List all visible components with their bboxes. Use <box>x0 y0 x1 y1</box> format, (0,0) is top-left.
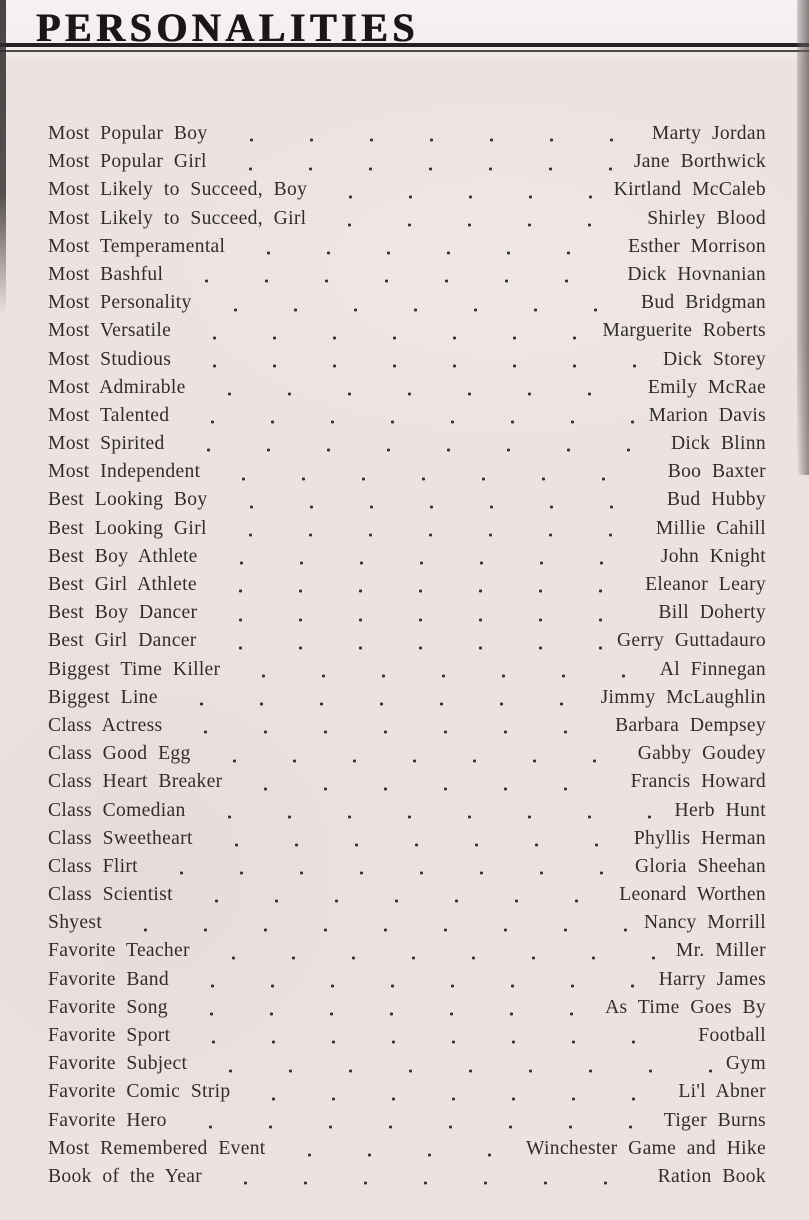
dot-leader <box>174 684 587 712</box>
dot-leader <box>241 233 614 261</box>
dot-leader <box>187 317 588 345</box>
dot-leader <box>322 205 633 233</box>
winner-name: Gloria Sheehan <box>634 855 766 877</box>
dot-leader <box>282 1135 512 1163</box>
list-item <box>48 966 766 994</box>
superlative-label: Biggest Line <box>48 686 158 708</box>
scan-edge-right <box>797 0 809 475</box>
superlative-label: Most Popular Boy <box>48 123 208 144</box>
dot-leader <box>213 599 644 627</box>
dot-leader <box>189 881 605 909</box>
dot-leader <box>179 261 613 289</box>
superlative-label: Most Spirited <box>48 433 165 455</box>
winner-name: Eleanor Leary <box>645 574 766 595</box>
list-item <box>48 317 766 345</box>
list-item <box>48 937 766 965</box>
winner-name: Gabby Goudey <box>637 743 766 765</box>
superlative-label: Favorite Band <box>48 968 169 990</box>
winner-name: Jimmy McLaughlin <box>600 686 766 708</box>
winner-name: Dick Hovnanian <box>627 263 766 285</box>
superlative-label: Class Flirt <box>48 855 138 877</box>
list-item <box>48 881 766 909</box>
superlative-label: Shyest <box>48 912 103 934</box>
superlative-label: Favorite Song <box>48 996 168 1018</box>
dot-leader <box>224 120 638 148</box>
dot-leader <box>213 571 631 599</box>
superlative-label: Most Popular Girl <box>48 151 207 173</box>
superlative-label: Class Comedian <box>48 799 186 821</box>
dot-leader <box>323 176 599 204</box>
superlative-label: Best Girl Athlete <box>48 574 197 595</box>
superlative-label: Best Boy Athlete <box>48 545 198 567</box>
winner-name: Barbara Dempsey <box>615 714 766 736</box>
dot-leader <box>246 1078 664 1106</box>
double-rule-divider <box>0 43 809 52</box>
list-item <box>48 656 766 684</box>
list-item <box>48 402 766 430</box>
list-item <box>48 684 766 712</box>
superlative-label: Class Scientist <box>48 884 173 906</box>
list-item <box>48 599 766 627</box>
superlative-label: Favorite Teacher <box>48 940 190 962</box>
page-title: PERSONALITIES <box>36 5 420 50</box>
winner-name: Marion Davis <box>648 404 766 426</box>
list-item <box>48 233 766 261</box>
superlative-label: Most Studious <box>48 348 172 370</box>
winner-name: Emily McRae <box>647 376 766 398</box>
superlative-label: Most Independent <box>48 461 201 483</box>
winner-name: Mr. Miller <box>675 940 766 962</box>
list-item <box>48 148 766 176</box>
winner-name: Francis Howard <box>630 771 766 793</box>
winner-name: Jane Borthwick <box>633 151 766 173</box>
list-item <box>48 1107 766 1135</box>
list-item <box>48 627 766 655</box>
superlative-label: Best Looking Boy <box>48 489 208 511</box>
dot-leader <box>178 712 601 740</box>
dot-leader <box>223 148 620 176</box>
winner-name: Dick Storey <box>663 348 766 370</box>
dot-leader <box>181 430 657 458</box>
winner-name: Esther Morrison <box>628 235 766 257</box>
winner-name: Kirtland McCaleb <box>613 179 766 201</box>
dot-leader <box>218 1163 644 1191</box>
list-item <box>48 543 766 571</box>
superlative-label: Favorite Sport <box>48 1025 171 1046</box>
winner-name: Bud Bridgman <box>640 292 766 314</box>
dot-leader <box>202 797 661 825</box>
superlative-label: Most Versatile <box>48 320 172 342</box>
winner-name: Dick Blinn <box>670 433 766 455</box>
list-item <box>48 571 766 599</box>
superlative-label: Most Likely to Succeed, Girl <box>48 207 307 229</box>
dot-leader <box>184 994 591 1022</box>
dot-leader <box>208 289 627 317</box>
list-item <box>48 486 766 514</box>
winner-name: John Knight <box>660 545 766 567</box>
superlative-label: Most Temperamental <box>48 235 226 257</box>
winner-name: Gym <box>725 1053 766 1075</box>
dot-leader <box>223 515 642 543</box>
list-item <box>48 909 766 937</box>
dot-leader <box>224 486 653 514</box>
list-item <box>48 261 766 289</box>
superlative-label: Class Sweetheart <box>48 827 193 849</box>
list-item <box>48 374 766 402</box>
dot-leader <box>216 458 653 486</box>
superlative-label: Class Heart Breaker <box>48 771 223 793</box>
winner-name: Winchester Game and Hike <box>526 1137 766 1159</box>
winner-name: Boo Baxter <box>667 461 766 483</box>
dot-leader <box>214 543 647 571</box>
list-item <box>48 740 766 768</box>
list-item <box>48 712 766 740</box>
superlative-label: Most Likely to Succeed, Boy <box>48 179 308 201</box>
superlative-label: Most Bashful <box>48 263 164 285</box>
list-item <box>48 853 766 881</box>
superlative-label: Most Talented <box>48 404 170 426</box>
dot-leader <box>118 909 630 937</box>
superlative-label: Most Personality <box>48 292 192 314</box>
winner-name: Bill Doherty <box>658 602 766 624</box>
winner-name: Phyllis Herman <box>633 827 766 849</box>
winner-name: Li'l Abner <box>678 1081 766 1103</box>
dot-leader <box>202 374 634 402</box>
winner-name: Ration Book <box>657 1165 766 1187</box>
dot-leader <box>187 346 649 374</box>
superlative-label: Class Actress <box>48 714 163 736</box>
dot-leader <box>213 627 603 655</box>
winner-name: Gerry Guttadauro <box>616 630 766 652</box>
winner-name: Marguerite Roberts <box>602 320 766 342</box>
winner-name: Herb Hunt <box>674 799 766 821</box>
dot-leader <box>207 740 624 768</box>
dot-leader <box>186 1022 684 1050</box>
list-item <box>48 515 766 543</box>
list-item <box>48 1078 766 1106</box>
dot-leader <box>209 825 620 853</box>
list-item <box>48 458 766 486</box>
list-item <box>48 797 766 825</box>
dot-leader <box>185 966 645 994</box>
dot-leader <box>236 656 645 684</box>
winner-name: Leonard Worthen <box>619 884 766 906</box>
superlative-label: Book of the Year <box>48 1165 203 1187</box>
list-item <box>48 1022 766 1050</box>
list-item <box>48 1135 766 1163</box>
winner-name: Harry James <box>658 968 766 990</box>
list-item <box>48 430 766 458</box>
list-item <box>48 994 766 1022</box>
dot-leader <box>206 937 662 965</box>
superlative-label: Best Girl Dancer <box>48 630 197 652</box>
dot-leader <box>238 768 616 796</box>
list-item <box>48 346 766 374</box>
list-item <box>48 768 766 796</box>
superlative-label: Favorite Hero <box>48 1109 167 1131</box>
winner-name: Millie Cahill <box>655 517 766 539</box>
superlative-label: Best Boy Dancer <box>48 602 198 624</box>
winner-name: Bud Hubby <box>666 489 766 511</box>
winner-name: Football <box>698 1025 766 1046</box>
list-item <box>48 120 766 148</box>
superlative-label: Biggest Time Killer <box>48 658 221 680</box>
winner-name: As Time Goes By <box>605 996 766 1018</box>
dot-leader <box>154 853 621 881</box>
list-item <box>48 289 766 317</box>
superlative-label: Favorite Subject <box>48 1053 188 1075</box>
winner-name: Marty Jordan <box>651 123 766 144</box>
superlative-label: Most Admirable <box>48 376 186 398</box>
superlative-label: Class Good Egg <box>48 743 191 765</box>
list-item <box>48 205 766 233</box>
dot-leader <box>183 1107 650 1135</box>
list-item <box>48 1163 766 1191</box>
list-item <box>48 1050 766 1078</box>
superlative-label: Most Remembered Event <box>48 1137 266 1159</box>
dot-leader <box>203 1050 712 1078</box>
list-item <box>48 825 766 853</box>
list-item <box>48 176 766 204</box>
winner-name: Tiger Burns <box>663 1109 766 1131</box>
superlative-label: Favorite Comic Strip <box>48 1081 231 1103</box>
superlative-label: Best Looking Girl <box>48 517 207 539</box>
dot-leader <box>185 402 634 430</box>
winner-name: Shirley Blood <box>647 207 766 229</box>
superlatives-list <box>48 120 766 1191</box>
winner-name: Al Finnegan <box>659 658 766 680</box>
winner-name: Nancy Morrill <box>643 912 766 934</box>
